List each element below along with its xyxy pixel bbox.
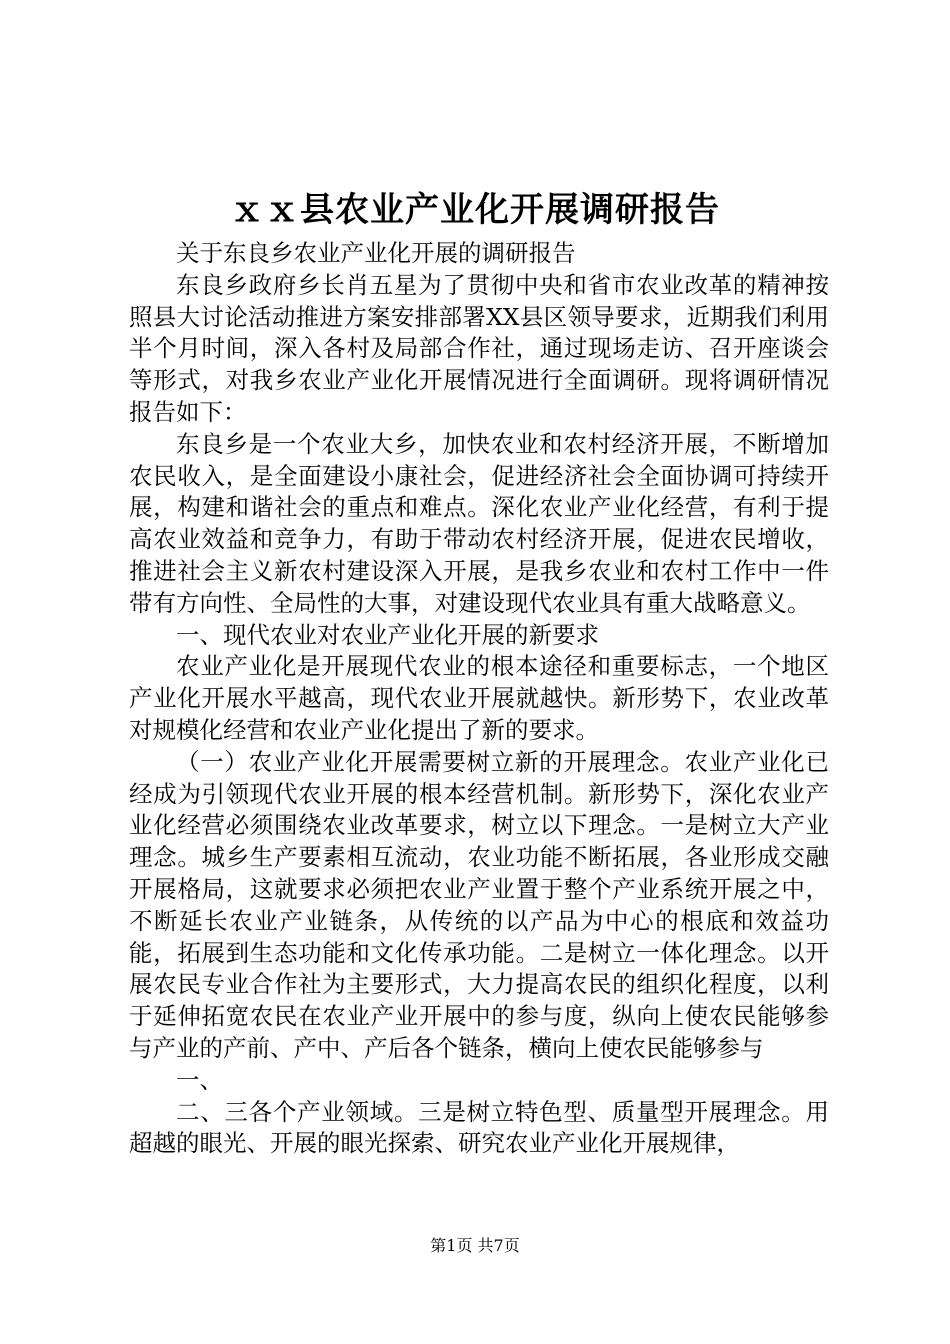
paragraph-subtitle: 关于东良乡农业产业化开展的调研报告 [176,239,576,267]
document-body [129,238,829,1160]
paragraph-fragment-2: 二、三各个产业领域。三是树立特色型、质量型开展理念。用超越的眼光、开展的眼光探索、研究农业产业化开展规律， [129,1097,829,1158]
paragraph-fragment-1: 一、 [176,1065,223,1094]
paragraph-subsection-1: （一）农业产业化开展需要树立新的开展理念。农业产业化已经成为引领现代农业开展的根本经营机制。新形势下，深化农业产业化经营必须围绕农业改革要求，树立以下理念。一是树立大产业理念。城乡生产要素相互流动，农业功能不断拓展，各业形成交融开展格局，这就要求必须把农业产业置于整个产业系统开展之中，不断延长农业产业链条，从传统的以产品为中心的根底和效益功能，拓展到生态功能和文化传承功能。二是树立一体化理念。以开展农民专业合作社为主要形式，大力提高农民的组织化程度，以利于延伸拓宽农民在农业产业开展中的参与度，纵向上使农民能够参与产业的产前、产中、产后各个链条，横向上使农民能够参与 [129,747,829,1062]
paragraph-intro: 东良乡政府乡长肖五星为了贯彻中央和省市农业改革的精神按照县大讨论活动推进方案安排部署XX县区领导要求，近期我们利用半个月时间，深入各村及局部合作社，通过现场走访、召开座谈会等形式，对我乡农业产业化开展情况进行全面调研。现将调研情况报告如下： [129,270,829,426]
section-heading-1: 一、现代农业对农业产业化开展的新要求 [176,620,599,649]
page-footer: 第1页 共7页 [430,1236,520,1255]
paragraph-section-1: 农业产业化是开展现代农业的根本途径和重要标志，一个地区产业化开展水平越高，现代农业开展就越快。新形势下，农业改革对规模化经营和农业产业化提出了新的要求。 [129,652,829,744]
document-title: ｘｘ县农业产业化开展调研报告 [230,190,720,230]
paragraph-background: 东良乡是一个农业大乡，加快农业和农村经济开展，不断增加农民收入，是全面建设小康社会，促进经济社会全面协调可持续开展，构建和谐社会的重点和难点。深化农业产业化经营，有利于提高农业效益和竞争力，有助于带动农村经济开展，促进农民增收，推进社会主义新农村建设深入开展，是我乡农业和农村工作中一件带有方向性、全局性的大事，对建设现代农业具有重大战略意义。 [129,429,829,617]
